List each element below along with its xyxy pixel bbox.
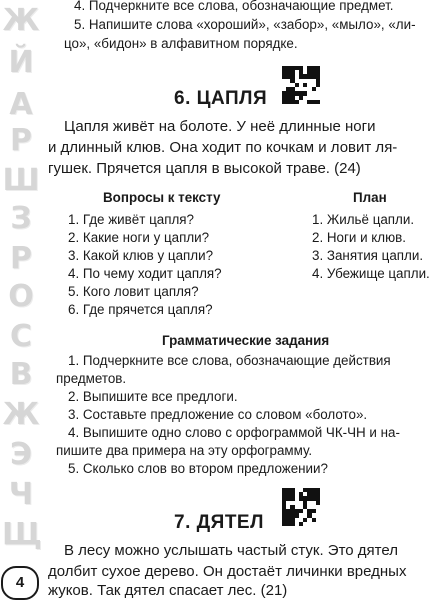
- margin-letter: Ж: [2, 397, 40, 432]
- margin-letter: Ч: [8, 477, 34, 512]
- story-line: жуков. Так дятел спасает лес. (21): [48, 582, 288, 599]
- story-line: и длинный клюв. Она ходит по кочкам и ловит ля-: [48, 139, 398, 156]
- plan-heading: План: [353, 190, 387, 205]
- grammar-item-continuation: пишите два примера на эту орфограмму.: [56, 443, 313, 458]
- grammar-item: 4. Выпишите одно слово с орфограммой ЧК-ЧН и на-: [68, 425, 400, 440]
- plan-item: 1. Жильё цапли.: [312, 212, 415, 227]
- margin-letter: Щ: [2, 517, 42, 552]
- task-item: 4. Подчеркните все слова, обозначающие предмет.: [74, 0, 394, 13]
- questions-heading: Вопросы к тексту: [103, 190, 221, 205]
- grammar-item: 1. Подчеркните все слова, обозначающие действия: [68, 353, 391, 368]
- section-title: 7. ДЯТЕЛ: [174, 512, 264, 533]
- grammar-item-continuation: предметов.: [56, 371, 127, 386]
- margin-letter: О: [8, 279, 34, 314]
- section-title: 6. ЦАПЛЯ: [174, 88, 268, 109]
- margin-letter: А: [9, 87, 33, 122]
- question-item: 1. Где живёт цапля?: [68, 212, 194, 227]
- story-line: В лесу можно услышать частый стук. Это дятел: [64, 542, 398, 559]
- qr-code-icon: [282, 488, 320, 526]
- question-item: 3. Какой клюв у цапли?: [68, 248, 214, 263]
- margin-letter: В: [9, 357, 33, 392]
- margin-letter: Э: [9, 437, 33, 472]
- margin-letter: Й: [8, 45, 34, 80]
- page-number: 4: [1, 566, 39, 600]
- question-item: 2. Какие ноги у цапли?: [68, 230, 210, 245]
- story-line: долбит сухое дерево. Он достаёт личинки вредных: [48, 563, 407, 580]
- margin-letter: Р: [10, 123, 32, 158]
- grammar-heading: Грамматические задания: [162, 333, 330, 348]
- margin-letter: Ж: [2, 3, 40, 38]
- question-item: 6. Где прячется цапля?: [68, 302, 213, 317]
- plan-item: 3. Занятия цапли.: [312, 248, 424, 263]
- task-item: 5. Напишите слова «хороший», «забор», «мыло», «ли-: [74, 17, 416, 32]
- story-line: Цапля живёт на болоте. У неё длинные ноги: [64, 118, 376, 135]
- question-item: 5. Кого ловит цапля?: [68, 284, 199, 299]
- margin-letter: З: [10, 201, 32, 236]
- grammar-item: 5. Сколько слов во втором предложении?: [68, 461, 328, 476]
- story-line: гушек. Прячется цапля в высокой траве. (24): [48, 160, 361, 177]
- margin-letter: Р: [10, 241, 32, 276]
- task-item-continuation: цо», «бидон» в алфавитном порядке.: [64, 36, 298, 51]
- plan-item: 2. Ноги и клюв.: [312, 230, 406, 245]
- grammar-item: 3. Составьте предложение со словом «болото».: [68, 407, 368, 422]
- grammar-item: 2. Выпишите все предлоги.: [68, 389, 238, 404]
- plan-item: 4. Убежище цапли.: [312, 266, 430, 281]
- alphabet-margin-strip: [0, 0, 42, 600]
- qr-code-icon: [282, 66, 320, 104]
- question-item: 4. По чему ходит цапля?: [68, 266, 222, 281]
- margin-letter: С: [9, 319, 33, 354]
- margin-letter: Ш: [2, 163, 40, 198]
